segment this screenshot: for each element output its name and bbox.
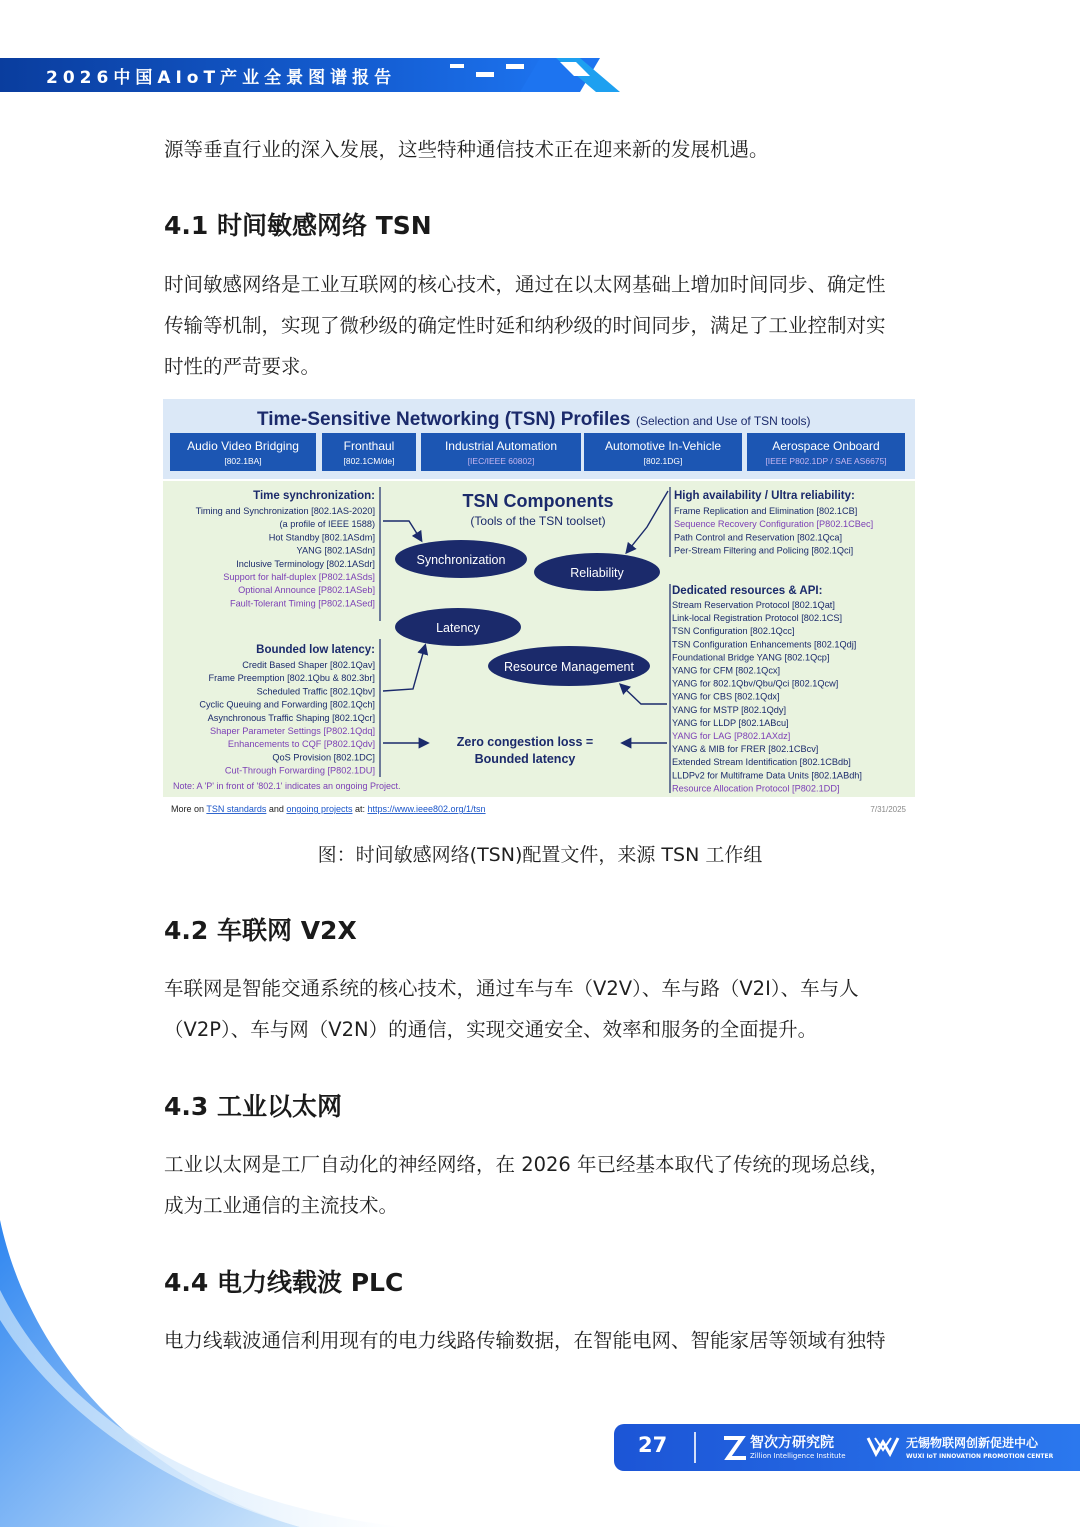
profile-box xyxy=(322,433,416,471)
standard-item: Hot Standby [802.1ASdm] xyxy=(268,532,375,543)
footer-divider xyxy=(694,1432,696,1463)
paragraph-v2x-line2: （V2P）、车与网（V2N）的通信，实现交通安全、效率和服务的全面提升。 xyxy=(164,1018,818,1041)
latency-oval xyxy=(395,608,521,646)
standard-item: YANG for LAG [P802.1AXdz] xyxy=(672,731,791,741)
synchronization-oval xyxy=(395,540,527,578)
standard-item: Cyclic Queuing and Forwarding [802.1Qch] xyxy=(199,699,375,710)
standard-item: LLDPv2 for Multiframe Data Units [802.1ABdh] xyxy=(672,770,862,781)
zero-congestion-line1: Zero congestion loss = xyxy=(456,735,594,749)
tsn-standards-link[interactable]: TSN standards xyxy=(206,804,267,814)
standard-item: QoS Provision [802.1DC] xyxy=(272,752,375,763)
paragraph-tsn-line3: 时性的严苛要求。 xyxy=(164,355,321,378)
standard-item: Cut-Through Forwarding [P802.1DU] xyxy=(224,765,375,776)
zillion-logo xyxy=(720,1430,846,1468)
figure-caption: 图：时间敏感网络(TSN)配置文件，来源 TSN 工作组 xyxy=(317,844,763,866)
heading-4-4: 4.4 电力线载波 PLC xyxy=(164,1268,404,1297)
profile-name: Fronthaul xyxy=(343,439,395,453)
heading-4-1: 4.1 时间敏感网络 TSN xyxy=(164,211,432,240)
standard-item: Scheduled Traffic [802.1Qbv] xyxy=(256,686,375,697)
wuxi-iot-logo-icon xyxy=(866,1432,900,1462)
footer-bar xyxy=(614,1424,1080,1471)
standard-item: YANG for 802.1Qbv/Qbu/Qci [802.1Qcw] xyxy=(672,678,839,689)
standard-item: Timing and Synchronization [802.1AS-2020] xyxy=(195,506,375,516)
reliability-oval xyxy=(534,553,660,591)
standard-item: Link-local Registration Protocol [802.1CS] xyxy=(672,613,843,624)
standard-item: YANG & MIB for FRER [802.1CBcv] xyxy=(672,744,819,755)
standard-item: Sequence Recovery Configuration [P802.1CBec] xyxy=(674,519,874,530)
profile-box xyxy=(584,433,742,471)
standard-item: Extended Stream Identification [802.1CBdb] xyxy=(672,757,851,768)
paragraph-tsn-line1: 时间敏感网络是工业互联网的核心技术，通过在以太网基础上增加时间同步、确定性 xyxy=(164,273,886,296)
profile-standard: [IEEE P802.1DP / SAE AS6675] xyxy=(765,456,887,466)
standard-item: Enhancements to CQF [P802.1Qdv] xyxy=(227,739,375,750)
zillion-logo-sub: Zillion Intelligence Institute xyxy=(750,1452,846,1460)
zillion-logo-icon xyxy=(720,1430,748,1464)
standard-item: Fault-Tolerant Timing [P802.1ASed] xyxy=(229,598,375,609)
zero-congestion-line2: Bounded latency xyxy=(474,752,576,766)
standard-item: Resource Allocation Protocol [P802.1DD] xyxy=(672,783,840,794)
paragraph-ethernet-line1: 工业以太网是工厂自动化的神经网络，在 2026 年已经基本取代了传统的现场总线， xyxy=(164,1153,890,1176)
svg-text:Reliability: Reliability xyxy=(570,566,624,580)
standard-item: Frame Replication and Elimination [802.1CB] xyxy=(674,506,858,516)
resources-heading: Dedicated resources & API: xyxy=(672,585,823,597)
svg-text:Latency: Latency xyxy=(436,621,480,635)
paragraph-intro: 源等垂直行业的深入发展，这些特种通信技术正在迎来新的发展机遇。 xyxy=(164,138,769,161)
profile-box xyxy=(747,433,905,471)
figure-note: Note: A 'P' in front of '802.1' indicates an ongoing Project. xyxy=(173,781,401,791)
paragraph-v2x-line1: 车联网是智能交通系统的核心技术，通过车与车（V2V）、车与路（V2I）、车与人 xyxy=(164,977,859,1000)
heading-4-2: 4.2 车联网 V2X xyxy=(164,916,357,945)
paragraph-ethernet-line2: 成为工业通信的主流技术。 xyxy=(164,1194,399,1217)
ongoing-projects-link[interactable]: ongoing projects xyxy=(286,804,353,814)
wuxi-iot-logo-sub: WUXI IoT INNOVATION PROMOTION CENTER xyxy=(906,1453,1054,1460)
standard-item: Frame Preemption [802.1Qbu & 802.3br] xyxy=(208,673,375,684)
page-header xyxy=(0,58,1080,92)
svg-text:Resource Management: Resource Management xyxy=(504,660,634,674)
profile-name: Aerospace Onboard xyxy=(772,439,880,453)
more-on-line: More on TSN standards and ongoing projects at: https://www.ieee802.org/1/tsn xyxy=(171,804,486,814)
tsn-profiles-figure xyxy=(163,399,915,821)
resource-management-oval xyxy=(488,646,650,686)
profile-standard: [802.1BA] xyxy=(224,456,262,466)
reliability-heading: High availability / Ultra reliability: xyxy=(674,490,855,502)
profile-standard: [802.1CM/de] xyxy=(343,456,395,466)
profile-box xyxy=(421,433,581,471)
standard-item: Support for half-duplex [P802.1ASds] xyxy=(223,572,375,582)
page-number: 27 xyxy=(638,1433,668,1457)
profile-name: Industrial Automation xyxy=(444,439,558,453)
wuxi-iot-logo-name: 无锡物联网创新促进中心 xyxy=(906,1436,1039,1450)
svg-text:Synchronization: Synchronization xyxy=(416,553,506,567)
standard-item: Per-Stream Filtering and Policing [802.1Qci] xyxy=(674,545,854,556)
standard-item: YANG for MSTP [802.1Qdy] xyxy=(672,704,787,715)
tsn-url-link[interactable]: https://www.ieee802.org/1/tsn xyxy=(367,804,486,814)
standard-item: Credit Based Shaper [802.1Qav] xyxy=(242,660,375,670)
profile-standard: [802.1DG] xyxy=(643,456,683,466)
figure-title: Time-Sensitive Networking (TSN) Profiles xyxy=(257,409,631,430)
standard-item: Asynchronous Traffic Shaping [802.1Qcr] xyxy=(207,712,375,723)
profile-box xyxy=(170,433,316,471)
standard-item: Path Control and Reservation [802.1Qca] xyxy=(674,532,843,543)
standard-item: YANG for LLDP [802.1ABcu] xyxy=(672,717,789,728)
standard-item: (a profile of IEEE 1588) xyxy=(279,519,375,530)
profile-name: Automotive In-Vehicle xyxy=(604,439,722,453)
footer-swoosh xyxy=(0,1180,420,1527)
header-title: 2026中国AIoT产业全景图谱报告 xyxy=(46,68,397,88)
standard-item: Inclusive Terminology [802.1ASdr] xyxy=(236,558,375,569)
paragraph-tsn-line2: 传输等机制，实现了微秒级的确定性时延和纳秒级的时间同步，满足了工业控制对实 xyxy=(164,314,886,337)
standard-item: YANG for CBS [802.1Qdx] xyxy=(672,691,780,702)
standard-item: Shaper Parameter Settings [P802.1Qdq] xyxy=(210,726,375,736)
components-subtitle: (Tools of the TSN toolset) xyxy=(470,514,606,528)
standard-item: Optional Announce [P802.1ASeb] xyxy=(238,585,375,596)
paragraph-plc-line1: 电力线载波通信利用现有的电力线路传输数据，在智能电网、智能家居等领域有独特 xyxy=(164,1329,886,1352)
zillion-logo-name: 智次方研究院 xyxy=(750,1435,834,1451)
standard-item: YANG for CFM [802.1Qcx] xyxy=(672,665,781,676)
sync-heading: Time synchronization: xyxy=(253,490,375,502)
standard-item: TSN Configuration Enhancements [802.1Qdj] xyxy=(672,639,857,650)
standard-item: YANG [802.1ASdn] xyxy=(296,545,375,556)
wuxi-iot-logo xyxy=(866,1432,1054,1466)
latency-heading: Bounded low latency: xyxy=(256,644,375,656)
standard-item: TSN Configuration [802.1Qcc] xyxy=(672,626,795,637)
heading-4-3: 4.3 工业以太网 xyxy=(164,1092,342,1121)
profile-name: Audio Video Bridging xyxy=(187,439,299,453)
standard-item: Foundational Bridge YANG [802.1Qcp] xyxy=(672,652,830,663)
figure-date: 7/31/2025 xyxy=(870,805,906,814)
standard-item: Stream Reservation Protocol [802.1Qat] xyxy=(672,600,835,610)
profile-standard: [IEC/IEEE 60802] xyxy=(467,456,535,466)
components-title: TSN Components xyxy=(462,491,614,511)
figure-subtitle: (Selection and Use of TSN tools) xyxy=(636,414,811,428)
